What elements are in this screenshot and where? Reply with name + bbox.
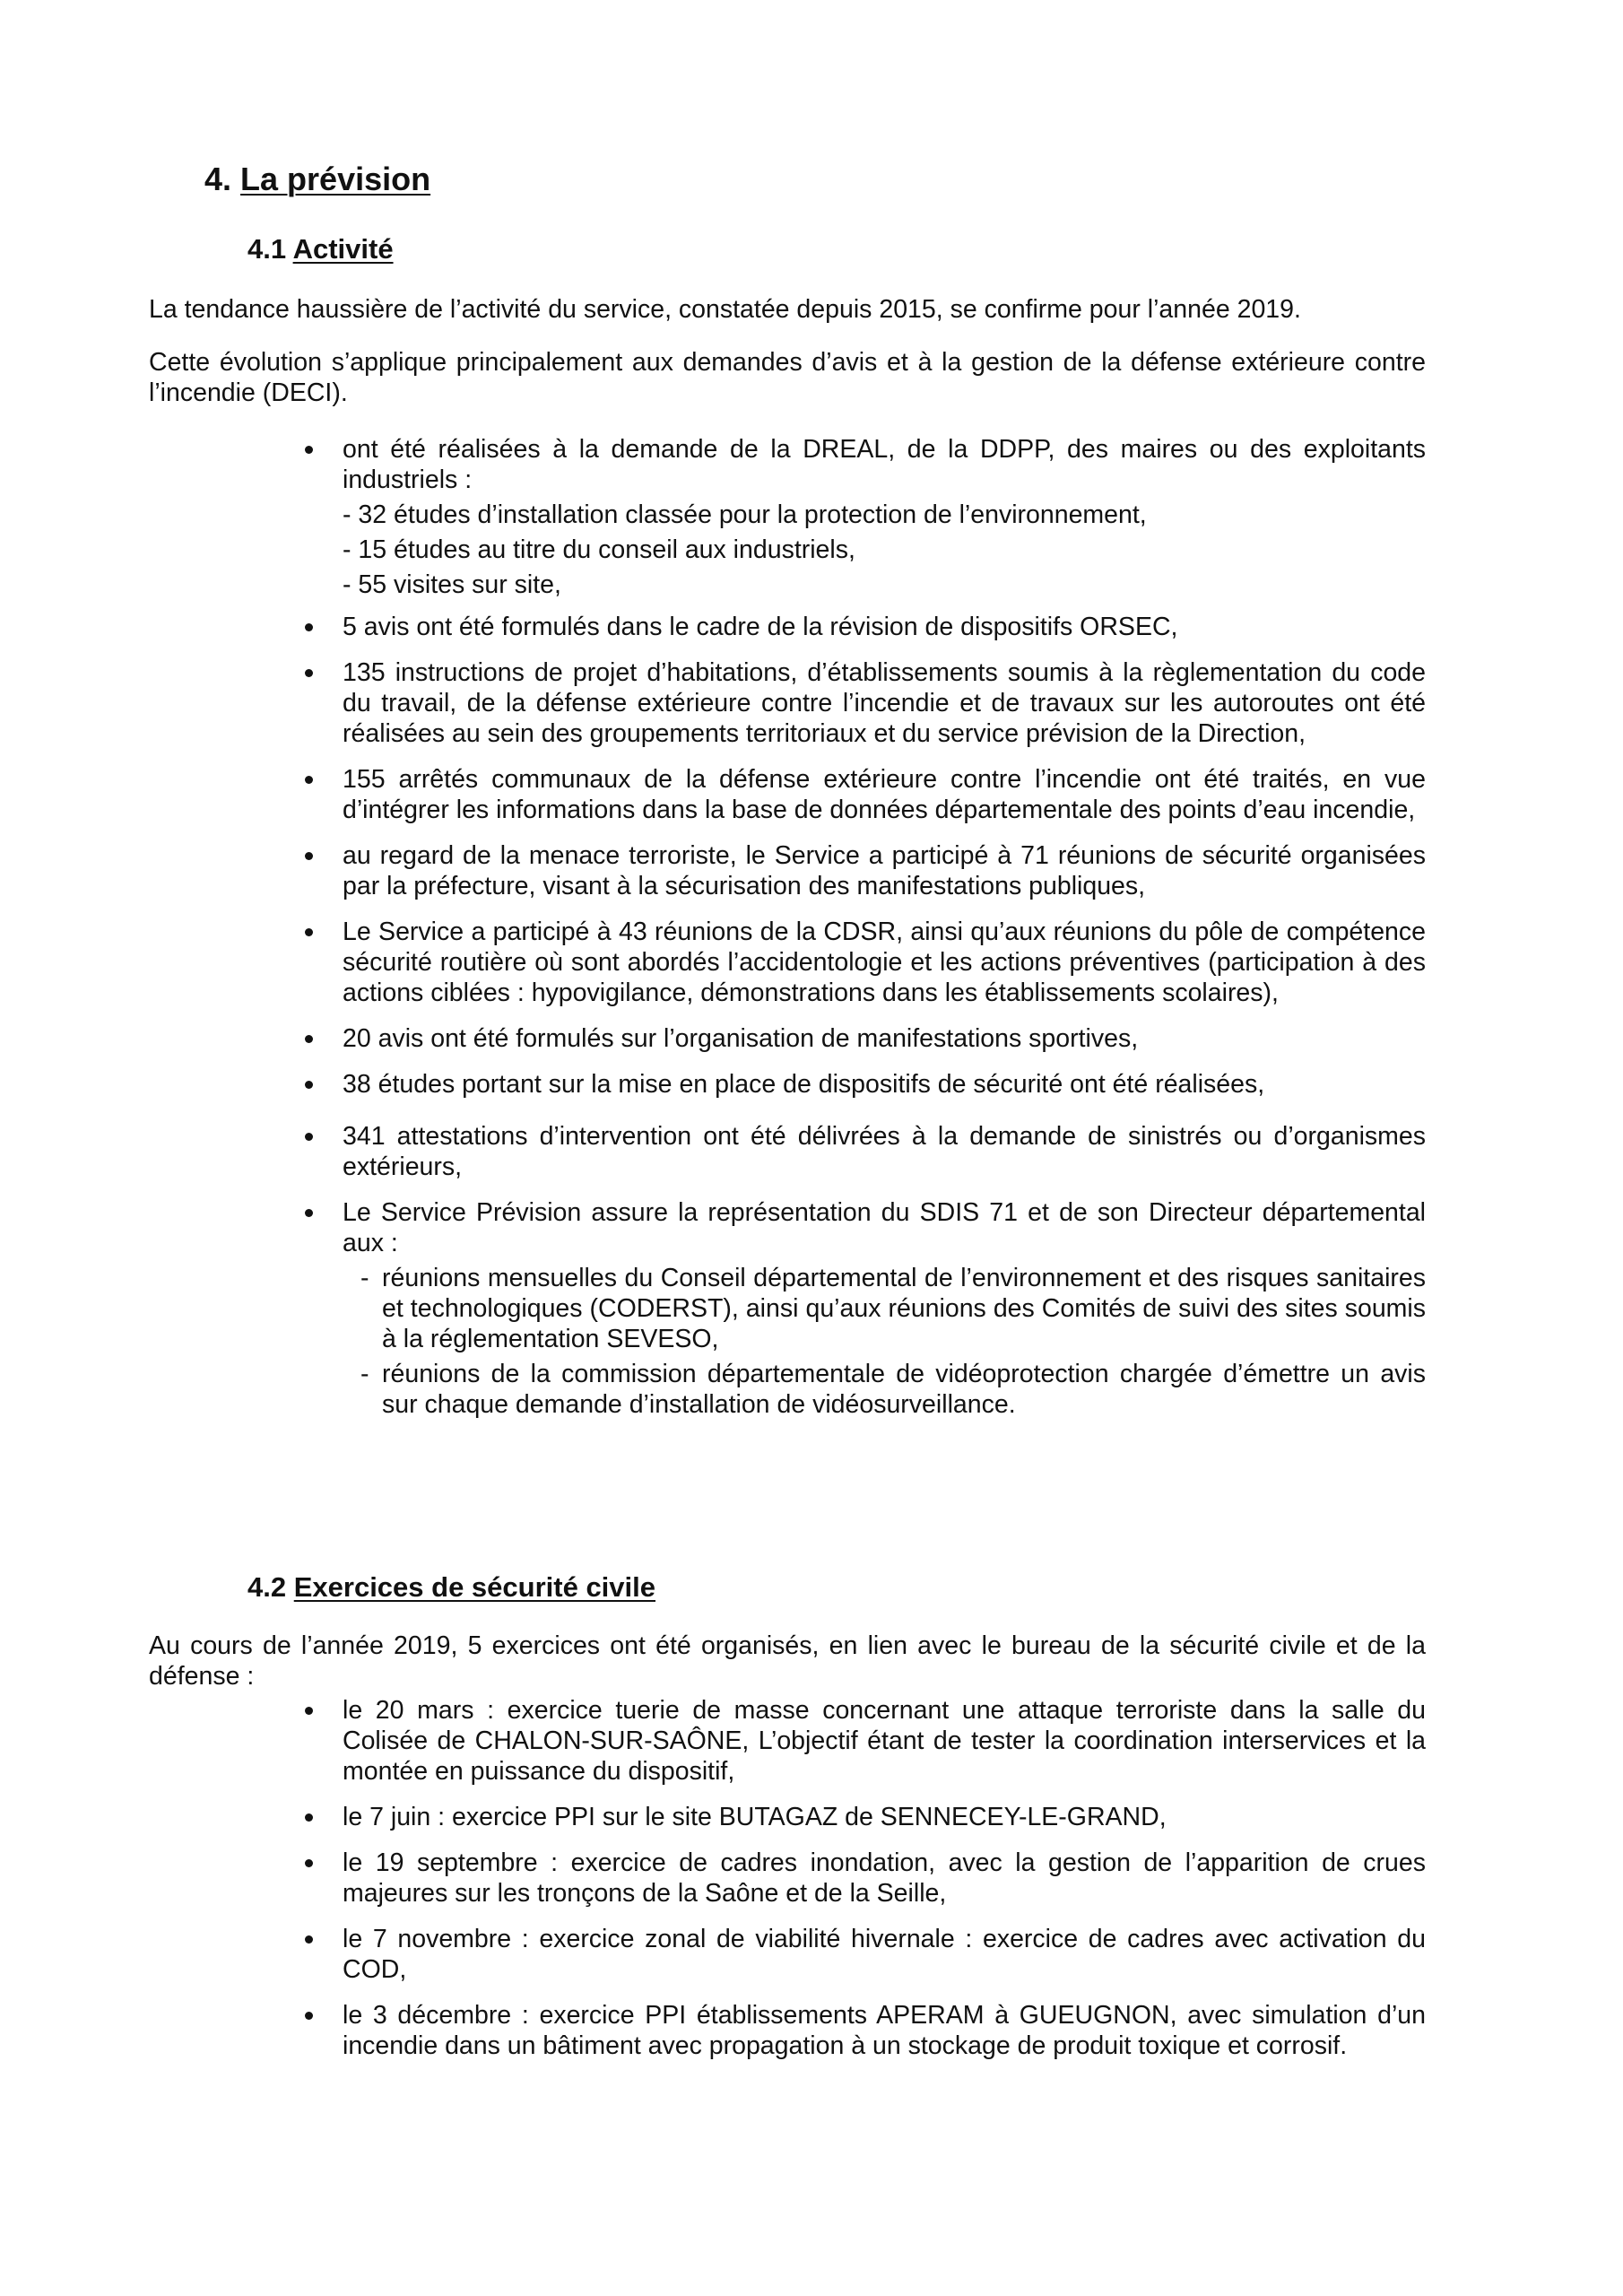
list-item bbox=[305, 1069, 1426, 1100]
subsection-title: Activité bbox=[292, 233, 394, 265]
list-item-text: le 19 septembre : exercice de cadres inondation, avec la gestion de l’apparition de crues majeures sur les tronçons de la Saône et de la Seille, bbox=[343, 1848, 1426, 1908]
paragraph-evolution: Cette évolution s’applique principalement aux demandes d’avis et à la gestion de la défense extérieure contre l’incendie (DECI). bbox=[149, 348, 1426, 407]
sub-list-item-text: réunions mensuelles du Conseil départemental de l’environnement et des risques sanitaires et technologiques (CODERST), ainsi qu’aux réunions des Comités de suivi des sites soumis à la réglementation SEVESO, bbox=[382, 1264, 1426, 1353]
list-item-text: 20 avis ont été formulés sur l’organisation de manifestations sportives, bbox=[343, 1024, 1139, 1053]
list-item bbox=[305, 1023, 1426, 1054]
sub-list-item: - 32 études d’installation classée pour la protection de l’environnement, bbox=[343, 500, 1147, 529]
list-item-text: le 20 mars : exercice tuerie de masse concernant une attaque terroriste dans la salle du Colisée de CHALON-SUR-SAÔNE, L’objectif étant de tester la coordination interservices et la montée en puissance du dispositif, bbox=[343, 1696, 1426, 1786]
list-item bbox=[305, 657, 1426, 749]
bullet-icon bbox=[305, 852, 313, 860]
section-title: La prévision bbox=[240, 161, 431, 197]
sub-list bbox=[343, 500, 1426, 600]
list-item-text: le 3 décembre : exercice PPI établissements APERAM à GUEUGNON, avec simulation d’un incendie dans un bâtiment avec propagation à un stockage de produit toxique et corrosif. bbox=[343, 2001, 1426, 2060]
bullet-icon bbox=[305, 1813, 313, 1822]
list-item-text: 155 arrêtés communaux de la défense extérieure contre l’incendie ont été traités, en vue d’intégrer les informations dans la base de données départementale des points d’eau incendie, bbox=[343, 765, 1426, 824]
list-item bbox=[305, 1848, 1426, 1909]
list-item bbox=[305, 1695, 1426, 1787]
list-item bbox=[305, 1802, 1426, 1832]
list-item bbox=[305, 1197, 1426, 1420]
sub-list-item: - 55 visites sur site, bbox=[343, 570, 561, 599]
bullet-icon bbox=[305, 776, 313, 784]
bullet-icon bbox=[305, 1935, 313, 1944]
list-item bbox=[305, 434, 1426, 600]
list-item bbox=[305, 764, 1426, 825]
sub-list-item: - réunions mensuelles du Conseil départemental de l’environnement et des risques sanitaires et technologiques (CODERST), ainsi qu’aux réunions des Comités de suivi des sites soumis à la réglementation SEVESO, bbox=[360, 1264, 1426, 1353]
list-item-text: 5 avis ont été formulés dans le cadre de la révision de dispositifs ORSEC, bbox=[343, 613, 1178, 641]
paragraph-tendance: La tendance haussière de l’activité du service, constatée depuis 2015, se confirme pour l’année 2019. bbox=[149, 295, 1301, 324]
sub-list-item-text: réunions de la commission départementale de vidéoprotection chargée d’émettre un avis sur chaque demande d’installation de vidéosurveillance. bbox=[382, 1360, 1426, 1419]
list-item bbox=[305, 2000, 1426, 2061]
list-item-text: 38 études portant sur la mise en place de dispositifs de sécurité ont été réalisées, bbox=[343, 1070, 1265, 1099]
section-heading bbox=[204, 160, 430, 199]
subsection-heading-exercices bbox=[247, 1570, 655, 1605]
paragraph-exercices: Au cours de l’année 2019, 5 exercices ont été organisés, en lien avec le bureau de la sécurité civile et de la défense : bbox=[149, 1631, 1426, 1691]
list-item-text: Le Service a participé à 43 réunions de la CDSR, ainsi qu’aux réunions du pôle de compétence sécurité routière où sont abordés l’accidentologie et les actions préventives (participation à des actions ciblées : hypovigilance, démonstrations dans les établissements scolaires), bbox=[343, 918, 1426, 1007]
bullet-icon bbox=[305, 669, 313, 677]
subsection-number: 4.1 bbox=[247, 233, 287, 265]
list-item-text: le 7 novembre : exercice zonal de viabilité hivernale : exercice de cadres avec activation du COD, bbox=[343, 1925, 1426, 1984]
subsection-number: 4.2 bbox=[247, 1571, 287, 1603]
bullet-icon bbox=[305, 928, 313, 936]
list-item-text: ont été réalisées à la demande de la DREAL, de la DDPP, des maires ou des exploitants industriels : bbox=[343, 435, 1426, 494]
sub-list bbox=[343, 1263, 1426, 1420]
bullet-icon bbox=[305, 623, 313, 631]
list-item bbox=[305, 612, 1426, 642]
bullet-icon bbox=[305, 446, 313, 454]
bullet-icon bbox=[305, 1035, 313, 1043]
list-item-text: au regard de la menace terroriste, le Service a participé à 71 réunions de sécurité organisées par la préfecture, visant à la sécurisation des manifestations publiques, bbox=[343, 841, 1426, 900]
activite-bullet-list bbox=[305, 434, 1426, 1420]
bullet-icon bbox=[305, 1209, 313, 1217]
list-item-text: 135 instructions de projet d’habitations, d’établissements soumis à la règlementation du code du travail, de la défense extérieure contre l’incendie et de travaux sur les autoroutes ont été réalisées au sein des groupements territoriaux et du service prévision de la Direction, bbox=[343, 658, 1426, 748]
bullet-icon bbox=[305, 1081, 313, 1089]
list-item-text: le 7 juin : exercice PPI sur le site BUTAGAZ de SENNECEY-LE-GRAND, bbox=[343, 1803, 1167, 1831]
subsection-title: Exercices de sécurité civile bbox=[293, 1571, 656, 1603]
bullet-icon bbox=[305, 1133, 313, 1141]
list-item bbox=[305, 1924, 1426, 1985]
list-item-text: Le Service Prévision assure la représentation du SDIS 71 et de son Directeur départemental aux : bbox=[343, 1198, 1426, 1257]
list-item bbox=[305, 917, 1426, 1008]
bullet-icon bbox=[305, 1859, 313, 1867]
list-item bbox=[305, 840, 1426, 901]
sub-list-item: - 15 études au titre du conseil aux industriels, bbox=[343, 535, 855, 564]
exercices-bullet-list bbox=[305, 1695, 1426, 2061]
list-item-text: 341 attestations d’intervention ont été délivrées à la demande de sinistrés ou d’organismes extérieurs, bbox=[343, 1122, 1426, 1181]
list-item bbox=[305, 1121, 1426, 1182]
bullet-icon bbox=[305, 2012, 313, 2020]
bullet-icon bbox=[305, 1707, 313, 1715]
sub-list-item: - réunions de la commission départementale de vidéoprotection chargée d’émettre un avis sur chaque demande d’installation de vidéosurveillance. bbox=[360, 1360, 1426, 1419]
subsection-heading-activite bbox=[247, 231, 394, 267]
section-number: 4. bbox=[204, 161, 232, 197]
